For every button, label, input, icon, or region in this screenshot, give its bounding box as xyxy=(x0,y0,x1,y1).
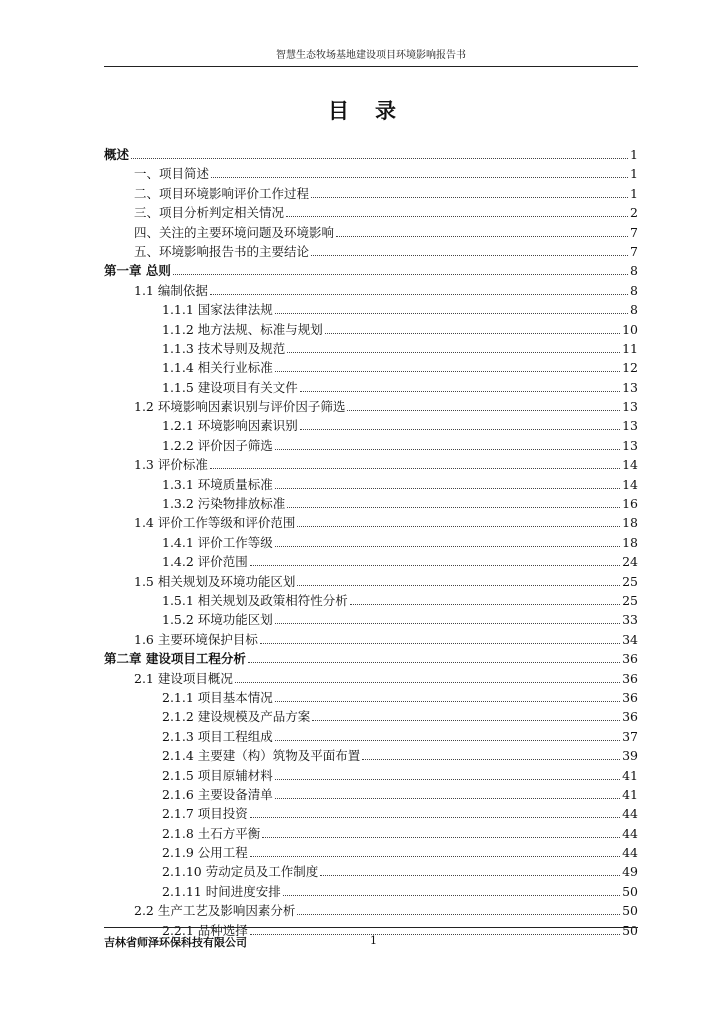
toc-entry-page: 13 xyxy=(622,399,638,415)
toc-dot-leader xyxy=(235,681,620,683)
footer-page-number: 1 xyxy=(370,934,377,947)
toc-entry[interactable] xyxy=(104,223,638,242)
toc-entry-page: 1 xyxy=(630,185,638,201)
toc-entry[interactable] xyxy=(104,533,638,552)
toc-dot-leader xyxy=(347,409,620,411)
toc-entry-label: 2.1.5 项目原辅材料 xyxy=(162,767,273,783)
toc-entry[interactable] xyxy=(104,630,638,649)
running-header xyxy=(104,48,638,67)
toc-entry-page: 24 xyxy=(622,554,638,570)
toc-entry-page: 49 xyxy=(622,864,638,880)
toc-entry-page: 44 xyxy=(622,845,638,861)
toc-entry-label: 1.1.5 建设项目有关文件 xyxy=(162,379,298,395)
toc-dot-leader xyxy=(311,196,628,198)
toc-entry-page: 13 xyxy=(622,437,638,453)
toc-entry-page: 36 xyxy=(622,651,638,667)
toc-entry[interactable] xyxy=(104,261,638,280)
toc-dot-leader xyxy=(286,215,628,217)
toc-entry[interactable] xyxy=(104,843,638,862)
toc-entry[interactable] xyxy=(104,378,638,397)
toc-entry[interactable] xyxy=(104,339,638,358)
toc-dot-leader xyxy=(275,622,620,624)
toc-dot-leader xyxy=(287,506,620,508)
toc-dot-leader xyxy=(210,467,620,469)
toc-dot-leader xyxy=(312,719,620,721)
toc-entry-page: 50 xyxy=(622,922,638,938)
toc-entry-page: 7 xyxy=(630,243,638,259)
toc-entry-label: 概述 xyxy=(104,147,130,162)
toc-entry-label: 2.1.9 公用工程 xyxy=(162,845,248,861)
toc-entry-label: 2.2.1 品种选择 xyxy=(162,922,248,938)
toc-entry-page: 50 xyxy=(622,903,638,919)
toc-entry-label: 2.1.6 主要设备清单 xyxy=(162,786,273,802)
toc-entry-label: 1.2.2 评价因子筛选 xyxy=(162,437,273,453)
toc-entry[interactable] xyxy=(104,610,638,629)
toc-entry-page: 36 xyxy=(622,689,638,705)
toc-entry-page: 50 xyxy=(622,883,638,899)
page-footer xyxy=(104,927,638,950)
toc-entry-page: 44 xyxy=(622,825,638,841)
toc-entry-page: 14 xyxy=(622,476,638,492)
toc-entry-page: 34 xyxy=(622,631,638,647)
page-title: 目录 xyxy=(328,99,422,123)
toc-entry[interactable] xyxy=(104,785,638,804)
toc-dot-leader xyxy=(275,778,620,780)
toc-dot-leader xyxy=(350,603,620,605)
toc-entry-page: 11 xyxy=(622,340,638,356)
toc-entry-page: 13 xyxy=(622,379,638,395)
toc-entry[interactable] xyxy=(104,591,638,610)
toc-entry-label: 1.1.4 相关行业标准 xyxy=(162,360,273,376)
toc-dot-leader xyxy=(250,855,620,857)
toc-dot-leader xyxy=(275,739,620,741)
toc-entry-page: 18 xyxy=(622,515,638,531)
toc-entry[interactable] xyxy=(104,707,638,726)
toc-dot-leader xyxy=(283,894,620,896)
toc-entry-label: 五、环境影响报告书的主要结论 xyxy=(134,243,310,259)
toc-entry-page: 7 xyxy=(630,224,638,240)
toc-entry[interactable] xyxy=(104,572,638,591)
toc-entry-page: 25 xyxy=(622,573,638,589)
toc-entry[interactable] xyxy=(104,746,638,765)
toc-entry[interactable] xyxy=(104,882,638,901)
toc-dot-leader xyxy=(275,448,620,450)
toc-entry-page: 41 xyxy=(622,786,638,802)
toc-dot-leader xyxy=(336,235,628,237)
toc-entry-page: 41 xyxy=(622,767,638,783)
toc-entry-page: 39 xyxy=(622,748,638,764)
toc-entry-page: 8 xyxy=(630,302,638,318)
toc-entry[interactable] xyxy=(104,766,638,785)
toc-entry[interactable] xyxy=(104,552,638,571)
toc-entry-page: 33 xyxy=(622,612,638,628)
toc-dot-leader xyxy=(262,836,620,838)
toc-dot-leader xyxy=(320,874,620,876)
toc-dot-leader xyxy=(173,273,628,275)
toc-entry-label: 1.4.1 评价工作等级 xyxy=(162,534,273,550)
toc-entry-label: 2.1.11 时间进度安排 xyxy=(162,883,281,899)
toc-entry-label: 2.1.10 劳动定员及工作制度 xyxy=(162,864,319,880)
toc-entry[interactable] xyxy=(104,494,638,513)
toc-entry[interactable] xyxy=(104,649,638,668)
toc-entry[interactable] xyxy=(104,300,638,319)
toc-entry[interactable] xyxy=(104,688,638,707)
footer-company: 吉林省师泽环保科技有限公司 xyxy=(104,936,247,949)
toc-dot-leader xyxy=(250,564,620,566)
toc-entry-page: 16 xyxy=(622,496,638,512)
toc-dot-leader xyxy=(311,254,628,256)
toc-dot-leader xyxy=(325,332,620,334)
toc-entry-page: 1 xyxy=(630,166,638,182)
toc-entry-page: 2 xyxy=(630,205,638,221)
table-of-contents xyxy=(104,145,638,940)
toc-dot-leader xyxy=(260,642,620,644)
toc-entry-page: 12 xyxy=(622,360,638,376)
toc-entry-page: 8 xyxy=(630,282,638,298)
toc-entry-label: 1.3.2 污染物排放标准 xyxy=(162,496,286,512)
toc-entry-label: 2.1.2 建设规模及产品方案 xyxy=(162,709,311,725)
toc-entry-label: 2.1 建设项目概况 xyxy=(134,670,233,686)
toc-entry-page: 14 xyxy=(622,457,638,473)
toc-entry[interactable] xyxy=(104,145,638,164)
toc-entry[interactable] xyxy=(104,862,638,881)
toc-entry-label: 1.4 评价工作等级和评价范围 xyxy=(134,515,296,531)
toc-entry-label: 2.1.3 项目工程组成 xyxy=(162,728,273,744)
toc-entry[interactable] xyxy=(104,281,638,300)
toc-entry[interactable] xyxy=(104,455,638,474)
toc-entry-label: 第二章 建设项目工程分析 xyxy=(104,651,246,667)
toc-dot-leader xyxy=(211,176,628,178)
toc-entry-label: 1.5.1 相关规划及政策相符性分析 xyxy=(162,592,348,608)
toc-entry-label: 2.1.8 土石方平衡 xyxy=(162,825,261,841)
toc-entry-label: 第一章 总则 xyxy=(104,263,171,279)
toc-entry-label: 1.2.1 环境影响因素识别 xyxy=(162,418,298,434)
toc-entry-label: 2.1.4 主要建（构）筑物及平面布置 xyxy=(162,748,361,764)
toc-dot-leader xyxy=(362,758,620,760)
toc-entry-label: 2.1.1 项目基本情况 xyxy=(162,689,273,705)
toc-entry-page: 1 xyxy=(630,147,638,162)
toc-entry[interactable] xyxy=(104,824,638,843)
toc-entry-page: 18 xyxy=(622,534,638,550)
toc-dot-leader xyxy=(275,700,620,702)
toc-entry-label: 1.6 主要环境保护目标 xyxy=(134,631,258,647)
toc-entry-label: 1.1.2 地方法规、标准与规划 xyxy=(162,321,323,337)
toc-entry-label: 1.1 编制依据 xyxy=(134,282,208,298)
toc-entry[interactable] xyxy=(104,320,638,339)
toc-entry-label: 1.1.1 国家法律法规 xyxy=(162,302,273,318)
toc-dot-leader xyxy=(131,157,628,159)
toc-entry-page: 37 xyxy=(622,728,638,744)
toc-entry-label: 1.3.1 环境质量标准 xyxy=(162,476,273,492)
toc-dot-leader xyxy=(300,390,620,392)
toc-entry[interactable] xyxy=(104,203,638,222)
toc-entry-label: 1.1.3 技术导则及规范 xyxy=(162,340,286,356)
toc-entry-label: 1.2 环境影响因素识别与评价因子筛选 xyxy=(134,399,346,415)
toc-dot-leader xyxy=(297,525,620,527)
toc-entry-label: 1.5.2 环境功能区划 xyxy=(162,612,273,628)
toc-entry-label: 四、关注的主要环境问题及环境影响 xyxy=(134,224,335,240)
toc-entry[interactable] xyxy=(104,184,638,203)
toc-entry-label: 2.1.7 项目投资 xyxy=(162,806,248,822)
toc-entry-label: 二、项目环境影响评价工作过程 xyxy=(134,185,310,201)
toc-entry[interactable] xyxy=(104,416,638,435)
toc-entry-label: 2.2 生产工艺及影响因素分析 xyxy=(134,903,296,919)
toc-entry-page: 13 xyxy=(622,418,638,434)
toc-entry-label: 1.4.2 评价范围 xyxy=(162,554,248,570)
toc-entry[interactable] xyxy=(104,804,638,823)
toc-dot-leader xyxy=(210,293,628,295)
toc-entry[interactable] xyxy=(104,727,638,746)
toc-dot-leader xyxy=(275,370,620,372)
toc-entry[interactable] xyxy=(104,436,638,455)
toc-dot-leader xyxy=(297,913,620,915)
toc-entry[interactable] xyxy=(104,475,638,494)
toc-dot-leader xyxy=(275,312,628,314)
toc-entry[interactable] xyxy=(104,164,638,183)
toc-dot-leader xyxy=(275,797,620,799)
toc-entry-page: 8 xyxy=(630,263,638,279)
header-title: 智慧生态牧场基地建设项目环境影响报告书 xyxy=(276,50,466,61)
toc-entry-page: 10 xyxy=(622,321,638,337)
toc-dot-leader xyxy=(297,584,620,586)
toc-entry-label: 1.5 相关规划及环境功能区划 xyxy=(134,573,296,589)
toc-entry[interactable] xyxy=(104,513,638,532)
toc-entry-page: 44 xyxy=(622,806,638,822)
toc-entry-label: 1.3 评价标准 xyxy=(134,457,208,473)
toc-entry-label: 三、项目分析判定相关情况 xyxy=(134,205,285,221)
toc-entry[interactable] xyxy=(104,358,638,377)
toc-entry-page: 36 xyxy=(622,709,638,725)
toc-entry-page: 36 xyxy=(622,670,638,686)
toc-dot-leader xyxy=(300,428,620,430)
toc-dot-leader xyxy=(250,816,620,818)
toc-dot-leader xyxy=(248,661,620,663)
toc-entry[interactable] xyxy=(104,901,638,920)
toc-entry[interactable] xyxy=(104,669,638,688)
toc-dot-leader xyxy=(275,487,620,489)
toc-entry[interactable] xyxy=(104,397,638,416)
toc-entry-label: 一、项目简述 xyxy=(134,166,210,182)
toc-entry-page: 25 xyxy=(622,592,638,608)
toc-dot-leader xyxy=(275,545,620,547)
toc-dot-leader xyxy=(287,351,620,353)
toc-entry[interactable] xyxy=(104,242,638,261)
